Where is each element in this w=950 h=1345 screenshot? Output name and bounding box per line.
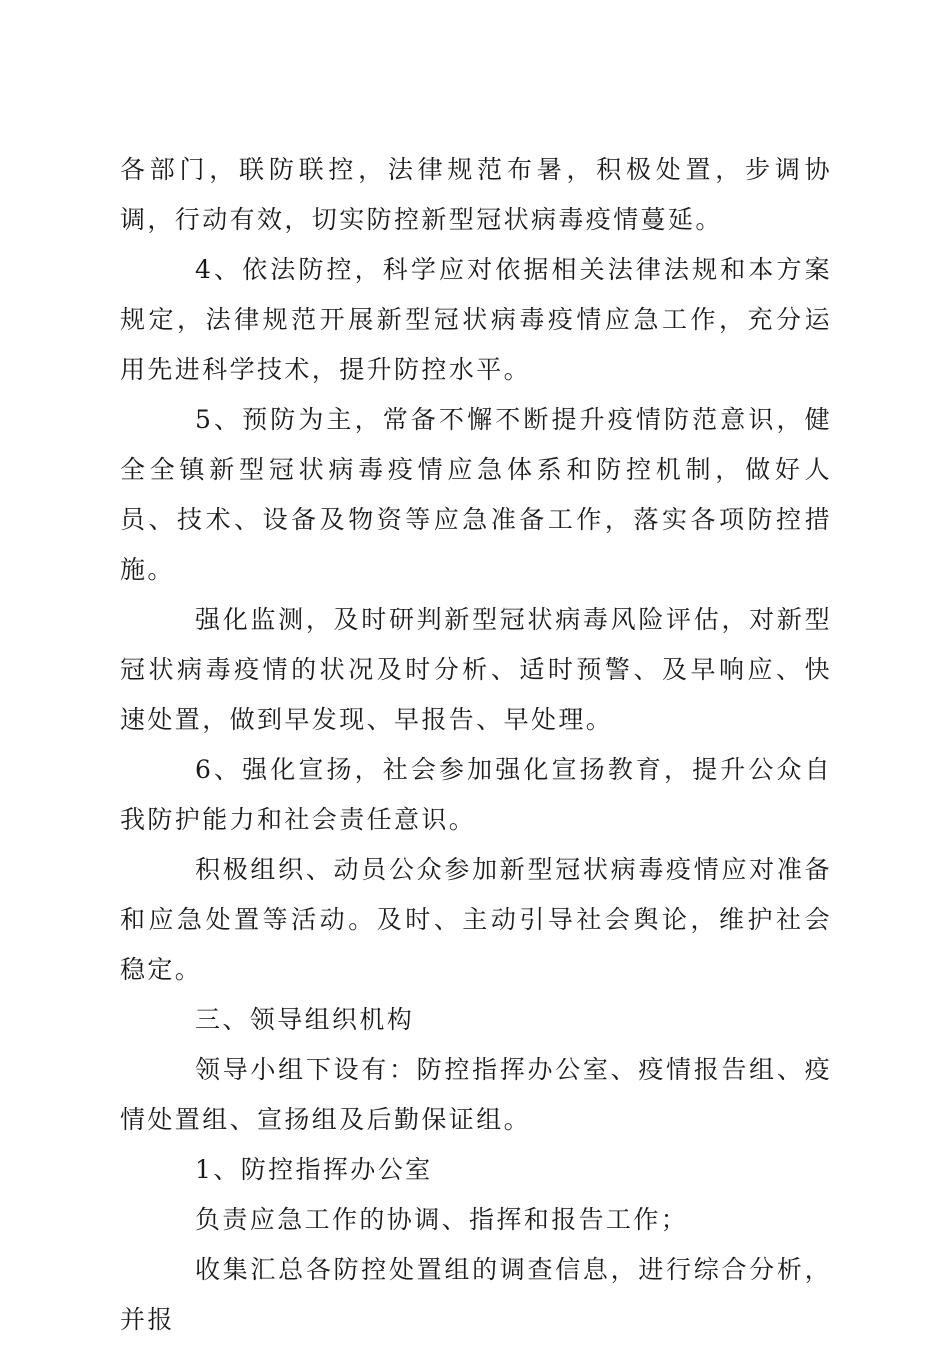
paragraph-5: 6、强化宣扬，社会参加强化宣扬教育，提升公众自我防护能力和社会责任意识。	[120, 755, 832, 834]
paragraph-8: 负责应急工作的协调、指挥和报告工作；	[195, 1205, 689, 1234]
paragraph-4: 强化监测，及时研判新型冠状病毒风险评估，对新型冠状病毒疫情的状况及时分析、适时预警、及早响应、快速处置，做到早发现、早报告、早处理。	[120, 605, 832, 734]
paragraph-2: 4、依法防控，科学应对依据相关法律法规和本方案规定，法律规范开展新型冠状病毒疫情应急工作，充分运用先进科学技术，提升防控水平。	[120, 255, 832, 384]
paragraph-7: 领导小组下设有：防控指挥办公室、疫情报告组、疫情处置组、宣扬组及后勤保证组。	[120, 1055, 832, 1134]
document-body	[120, 145, 832, 1345]
subsection-heading: 1、防控指挥办公室	[195, 1155, 433, 1184]
paragraph-1: 各部门，联防联控，法律规范布暑，积极处置，步调协调，行动有效，切实防控新型冠状病毒疫情蔓延。	[120, 155, 832, 234]
paragraph-6: 积极组织、动员公众参加新型冠状病毒疫情应对准备和应急处置等活动。及时、主动引导社会舆论，维护社会稳定。	[120, 855, 832, 984]
paragraph-9: 收集汇总各防控处置组的调查信息，进行综合分析，并报	[120, 1255, 832, 1334]
section-heading: 三、领导组织机构	[195, 1005, 415, 1034]
paragraph-3: 5、预防为主，常备不懈不断提升疫情防范意识，健全全镇新型冠状病毒疫情应急体系和防控机制，做好人员、技术、设备及物资等应急准备工作，落实各项防控措施。	[120, 405, 832, 584]
